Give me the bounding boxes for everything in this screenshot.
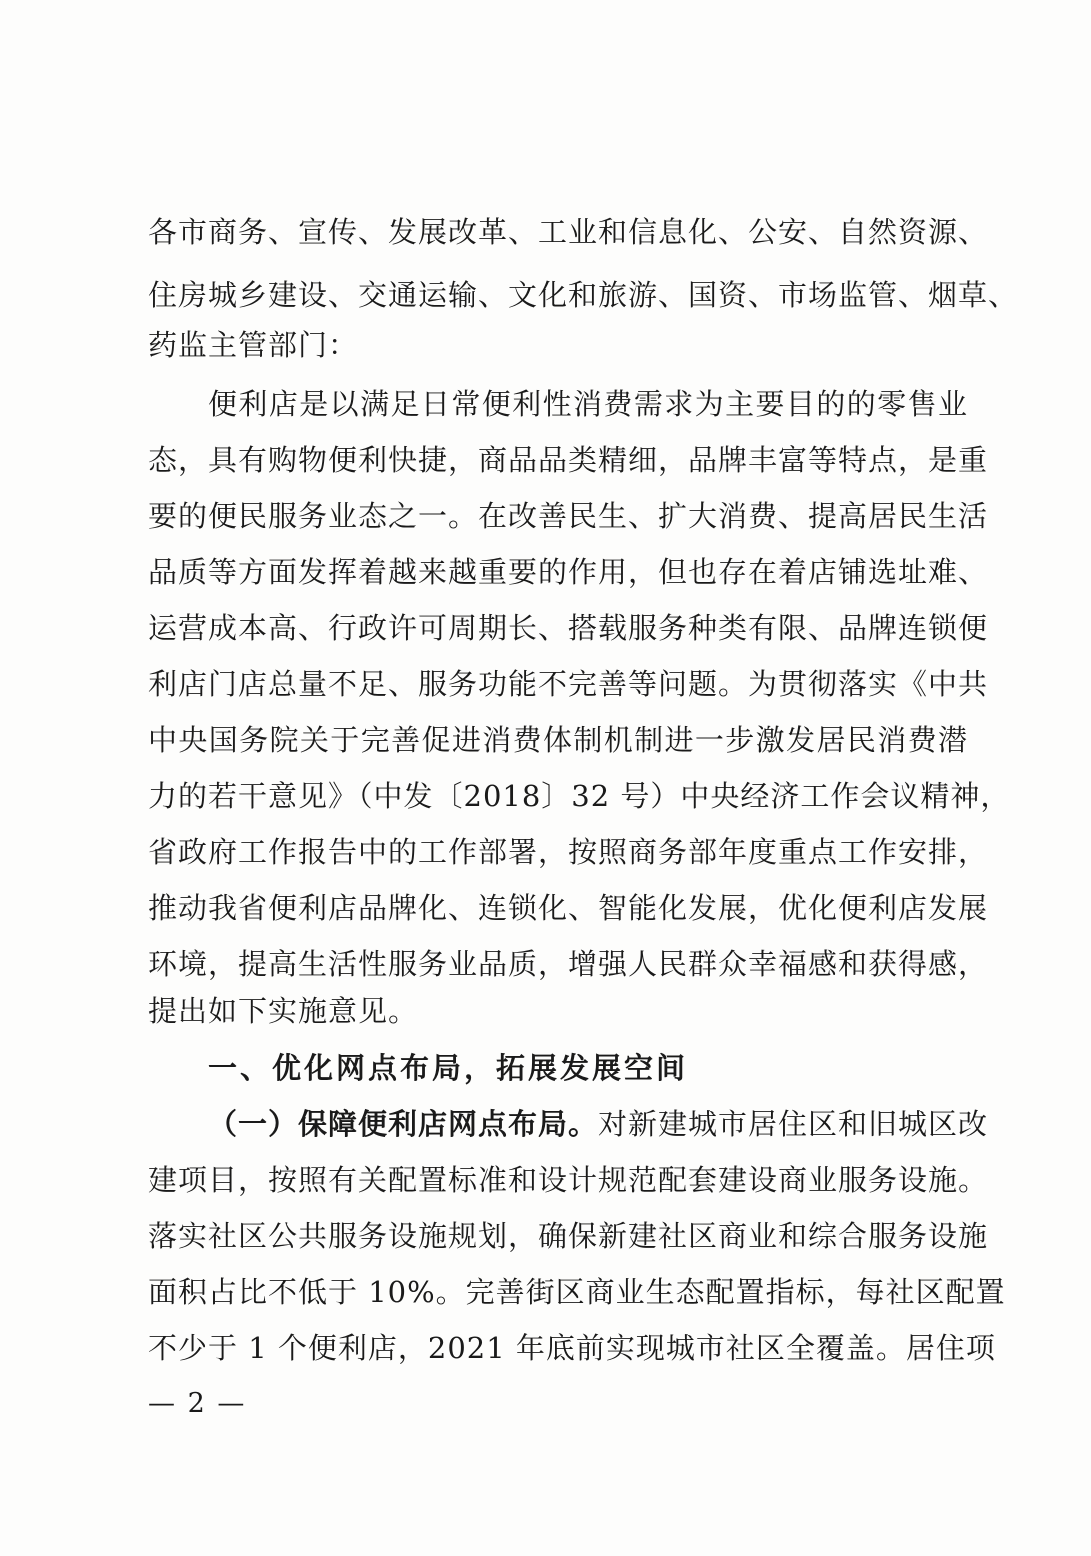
paragraph-line: 力的若干意见》（中发〔2018〕32 号）中央经济工作会议精神， — [148, 779, 1011, 813]
paragraph-line: 建项目，按照有关配置标准和设计规范配套建设商业服务设施。 — [148, 1163, 989, 1197]
paragraph-line: 环境，提高生活性服务业品质，增强人民群众幸福感和获得感， — [148, 947, 989, 981]
subsection-title: （一）保障便利店网点布局。 — [208, 1107, 599, 1141]
paragraph-line: 品质等方面发挥着越来越重要的作用，但也存在着店铺选址难、 — [148, 555, 989, 589]
paragraph-line: 面积占比不低于 10%。完善街区商业生态配置指标，每社区配置 — [148, 1275, 1006, 1309]
paragraph-line: 中央国务院关于完善促进消费体制机制进一步激发居民消费潜 — [148, 723, 968, 757]
paragraph-line: 落实社区公共服务设施规划，确保新建社区商业和综合服务设施 — [148, 1219, 989, 1253]
address-line: 住房城乡建设、交通运输、文化和旅游、国资、市场监管、烟草、 — [148, 278, 1019, 312]
address-line: 各市商务、宣传、发展改革、工业和信息化、公安、自然资源、 — [148, 215, 989, 249]
paragraph-line: 要的便民服务业态之一。在改善民生、扩大消费、提高居民生活 — [148, 499, 989, 533]
paragraph-line: 态，具有购物便利快捷，商品品类精细，品牌丰富等特点，是重 — [148, 443, 989, 477]
paragraph-line: 推动我省便利店品牌化、连锁化、智能化发展，优化便利店发展 — [148, 891, 989, 925]
paragraph-line: 提出如下实施意见。 — [148, 994, 419, 1028]
paragraph-line: 不少于 1 个便利店，2021 年底前实现城市社区全覆盖。居住项 — [148, 1331, 996, 1365]
subsection-first-line-text: 对新建城市居住区和旧城区改 — [598, 1107, 989, 1141]
subsection-first-line — [208, 1104, 989, 1144]
paragraph-line: 运营成本高、行政许可周期长、搭载服务种类有限、品牌连锁便 — [148, 611, 989, 645]
paragraph-line: 利店门店总量不足、服务功能不完善等问题。为贯彻落实《中共 — [148, 667, 989, 701]
section-heading: 一、优化网点布局，拓展发展空间 — [208, 1051, 689, 1085]
page-number: — 2 — — [148, 1388, 247, 1419]
address-line: 药监主管部门： — [148, 328, 359, 362]
paragraph-line: 便利店是以满足日常便利性消费需求为主要目的的零售业 — [208, 387, 968, 421]
paragraph-line: 省政府工作报告中的工作部署，按照商务部年度重点工作安排， — [148, 835, 989, 869]
